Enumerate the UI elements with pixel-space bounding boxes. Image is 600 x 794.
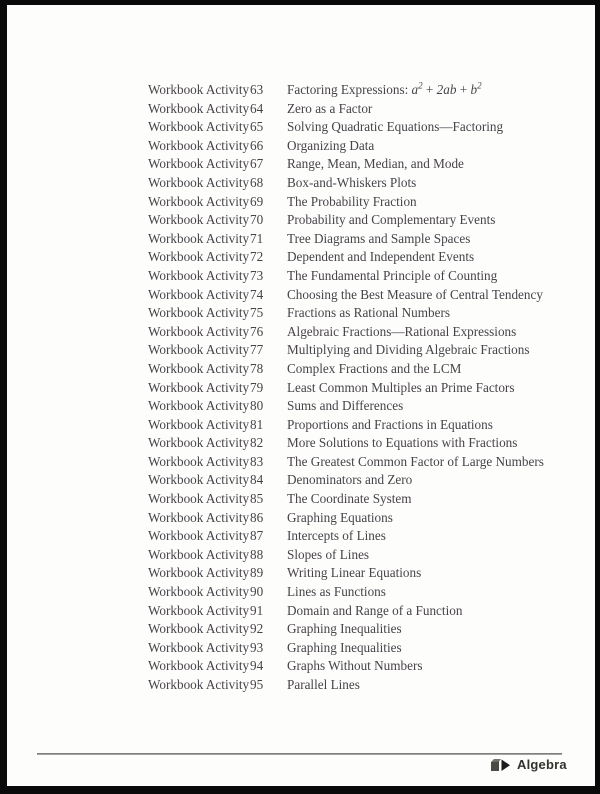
activity-label: Workbook Activity [148, 602, 250, 618]
activity-title: Least Common Multiples an Prime Factors [287, 379, 515, 395]
activity-row [148, 509, 544, 528]
activity-number: 68 [250, 174, 264, 190]
activity-row [148, 81, 544, 100]
activity-title: The Coordinate System [287, 491, 412, 507]
activity-row [148, 248, 544, 267]
activity-number: 65 [250, 119, 264, 135]
activity-title: Writing Linear Equations [287, 565, 422, 581]
activity-title: Denominators and Zero [287, 472, 413, 488]
activity-row [148, 155, 544, 174]
activity-title: Choosing the Best Measure of Central Tendency [287, 286, 543, 302]
activity-number: 64 [250, 100, 264, 116]
brand-footer [489, 756, 567, 773]
activity-title: Box-and-Whiskers Plots [287, 174, 417, 190]
activity-number: 70 [250, 212, 264, 228]
activity-number: 95 [250, 677, 264, 692]
activity-label: Workbook Activity [148, 156, 250, 172]
activity-row [148, 639, 544, 658]
activity-title: Parallel Lines [287, 677, 360, 692]
activity-number: 63 [250, 82, 264, 97]
activity-row [148, 230, 544, 249]
activity-row [148, 211, 544, 230]
activity-row [148, 397, 544, 416]
activity-title: Fractions as Rational Numbers [287, 305, 450, 321]
activity-label: Workbook Activity [148, 546, 250, 562]
activity-title: Graphing Inequalities [287, 639, 402, 655]
activity-label: Workbook Activity [148, 267, 250, 283]
activity-number: 84 [250, 472, 264, 488]
activity-number: 90 [250, 584, 264, 600]
activity-title: Multiplying and Dividing Algebraic Fractions [287, 342, 530, 358]
activity-number: 83 [250, 453, 264, 469]
activity-label: Workbook Activity [148, 249, 250, 265]
activity-title: Graphs Without Numbers [287, 658, 423, 674]
activity-title: More Solutions to Equations with Fractions [287, 435, 518, 451]
activity-number: 78 [250, 360, 264, 376]
activity-title: Domain and Range of a Function [287, 602, 463, 618]
activity-title: Graphing Equations [287, 509, 393, 525]
activity-row [148, 676, 544, 695]
activity-label: Workbook Activity [148, 379, 250, 395]
activity-label: Workbook Activity [148, 528, 250, 544]
activity-title: Complex Fractions and the LCM [287, 360, 462, 376]
activity-row [148, 379, 544, 398]
footer-rule [37, 753, 562, 755]
activity-label: Workbook Activity [148, 360, 250, 376]
activity-row [148, 118, 544, 137]
activity-label: Workbook Activity [148, 584, 250, 600]
activity-row [148, 546, 544, 565]
activity-number: 93 [250, 639, 264, 655]
activity-label: Workbook Activity [148, 82, 250, 97]
activity-number: 91 [250, 602, 264, 618]
activity-row [148, 527, 544, 546]
activity-number: 82 [250, 435, 264, 451]
activity-number: 75 [250, 305, 264, 321]
activity-row [148, 602, 544, 621]
activity-label: Workbook Activity [148, 472, 250, 488]
activity-title: Organizing Data [287, 137, 375, 153]
activity-label: Workbook Activity [148, 435, 250, 451]
activity-row [148, 416, 544, 435]
activity-number: 86 [250, 509, 264, 525]
activity-number: 71 [250, 230, 264, 246]
activity-label: Workbook Activity [148, 286, 250, 302]
activity-title: Sums and Differences [287, 398, 404, 414]
activity-label: Workbook Activity [148, 658, 250, 674]
activity-title: The Fundamental Principle of Counting [287, 267, 498, 283]
activity-label: Workbook Activity [148, 100, 250, 116]
activity-label: Workbook Activity [148, 621, 250, 637]
activity-row [148, 620, 544, 639]
activity-label: Workbook Activity [148, 509, 250, 525]
activity-title: Probability and Complementary Events [287, 212, 496, 228]
activity-row [148, 471, 544, 490]
activity-number: 87 [250, 528, 264, 544]
activity-number: 80 [250, 398, 264, 414]
activity-number: 73 [250, 267, 264, 283]
activity-list [148, 81, 544, 695]
activity-number: 79 [250, 379, 264, 395]
activity-number: 77 [250, 342, 264, 358]
activity-label: Workbook Activity [148, 342, 250, 358]
activity-title: Graphing Inequalities [287, 621, 402, 637]
activity-label: Workbook Activity [148, 639, 250, 655]
activity-row [148, 434, 544, 453]
activity-row [148, 453, 544, 472]
activity-label: Workbook Activity [148, 565, 250, 581]
activity-number: 89 [250, 565, 264, 581]
activity-row [148, 100, 544, 119]
activity-title: Zero as a Factor [287, 100, 373, 116]
activity-label: Workbook Activity [148, 174, 250, 190]
activity-number: 92 [250, 621, 264, 637]
activity-label: Workbook Activity [148, 137, 250, 153]
activity-number: 94 [250, 658, 264, 674]
activity-title: Algebraic Fractions—Rational Expressions [287, 323, 517, 339]
scanned-page [7, 5, 595, 786]
activity-number: 67 [250, 156, 264, 172]
activity-row [148, 323, 544, 342]
activity-row [148, 304, 544, 323]
activity-label: Workbook Activity [148, 453, 250, 469]
activity-label: Workbook Activity [148, 323, 250, 339]
activity-number: 69 [250, 193, 264, 209]
activity-title: Dependent and Independent Events [287, 249, 475, 265]
activity-row [148, 286, 544, 305]
activity-label: Workbook Activity [148, 230, 250, 246]
activity-title: Factoring Expressions: $a^2 + 2ab + b^2$ [287, 80, 482, 97]
activity-title: Proportions and Fractions in Equations [287, 416, 493, 432]
activity-row [148, 360, 544, 379]
activity-row [148, 193, 544, 212]
activity-number: 76 [250, 323, 264, 339]
activity-label: Workbook Activity [148, 398, 250, 414]
activity-label: Workbook Activity [148, 305, 250, 321]
activity-label: Workbook Activity [148, 193, 250, 209]
activity-title: Slopes of Lines [287, 546, 370, 562]
activity-title: Lines as Functions [287, 584, 386, 600]
activity-number: 81 [250, 416, 264, 432]
activity-number: 66 [250, 137, 264, 153]
activity-number: 88 [250, 546, 264, 562]
activity-title: The Greatest Common Factor of Large Numbers [287, 453, 544, 469]
activity-label: Workbook Activity [148, 119, 250, 135]
activity-label: Workbook Activity [148, 212, 250, 228]
activity-label: Workbook Activity [148, 491, 250, 507]
activity-number: 74 [250, 286, 264, 302]
activity-label: Workbook Activity [148, 677, 250, 692]
activity-label: Workbook Activity [148, 416, 250, 432]
activity-title: Range, Mean, Median, and Mode [287, 156, 464, 172]
activity-row [148, 341, 544, 360]
activity-title: Intercepts of Lines [287, 528, 386, 544]
activity-title: Tree Diagrams and Sample Spaces [287, 230, 471, 246]
activity-row [148, 267, 544, 286]
activity-row [148, 490, 544, 509]
activity-row [148, 137, 544, 156]
activity-title: Solving Quadratic Equations—Factoring [287, 119, 504, 135]
activity-row [148, 657, 544, 676]
activity-row [148, 583, 544, 602]
activity-row [148, 174, 544, 193]
activity-number: 72 [250, 249, 264, 265]
book-arrow-icon [489, 757, 512, 773]
activity-row [148, 564, 544, 583]
brand-label: Algebra [517, 757, 567, 772]
activity-number: 85 [250, 491, 264, 507]
activity-title: The Probability Fraction [287, 193, 417, 209]
